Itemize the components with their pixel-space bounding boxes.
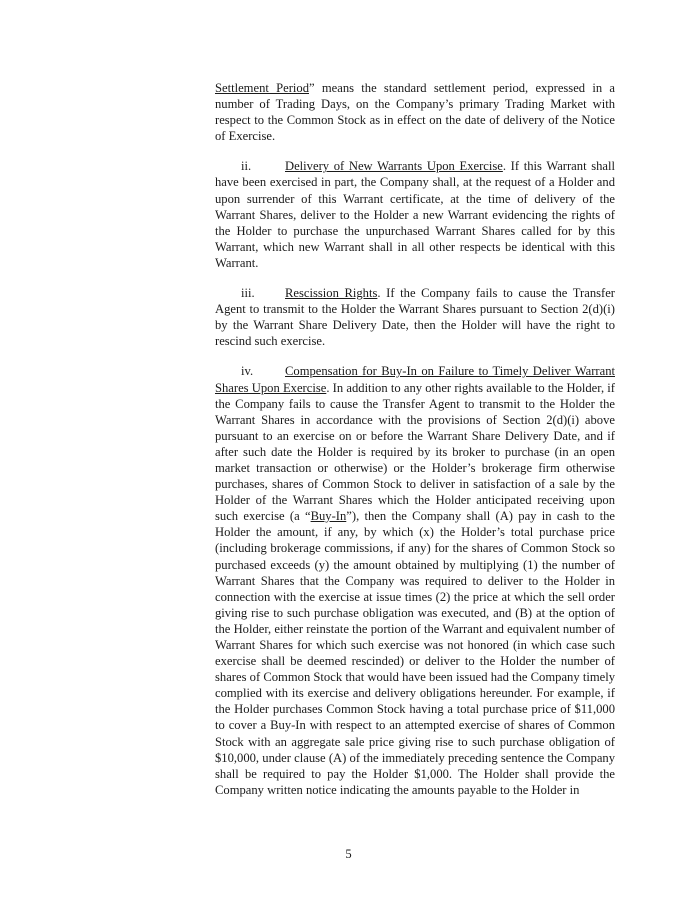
- defined-term-buy-in: Buy-In: [310, 509, 347, 524]
- section-ii-paragraph: [215, 158, 615, 271]
- section-heading: Rescission Rights: [285, 286, 378, 301]
- section-text: . If the Company fails to cause the Transfer Agent to transmit to the Holder the Warrant Shares pursuant to Section 2(d)(i) by the Warrant Share Delivery Date, then the Holder will have the right to rescind such exercise.: [215, 286, 615, 349]
- section-heading: Delivery of New Warrants Upon Exercise: [285, 159, 503, 174]
- defined-term-settlement-period: Settlement Period: [215, 81, 309, 95]
- section-number: iii.: [241, 286, 255, 301]
- section-number: iv.: [241, 364, 254, 379]
- settlement-period-text: ” means the standard settlement period, expressed in a number of Trading Days, on the Company’s primary Trading Market with respect to the Common Stock as in effect on the date of delivery of the Notice of Exercise.: [215, 81, 615, 144]
- section-text: . If this Warrant shall have been exercised in part, the Company shall, at the request of a Holder and upon surrender of this Warrant certificate, at the time of delivery of the Warrant Shares, deliver to the Holder a new Warrant evidencing the rights of the Holder to purchase the unpurchased Warrant Shares called for by this Warrant, which new Warrant shall in all other respects be identical with this Warrant.: [215, 159, 616, 270]
- document-body: [215, 80, 615, 812]
- page-number: 5: [345, 847, 352, 861]
- section-text: . In addition to any other rights available to the Holder, if the Company fails to cause the Transfer Agent to transmit to the Holder the Warrant Shares in accordance with the provisions of Section 2(d)(i) above pursuant to an exercise on or before the Warrant Share Delivery Date, and if after such date the Holder is required by its broker to purchase (in an open market transaction or otherwise) or the Holder’s brokerage firm otherwise purchases, shares of Common Stock to deliver in satisfaction of a sale by the Holder of the Warrant Shares which the Holder anticipated receiving upon such exercise (a “: [215, 380, 615, 524]
- settlement-period-paragraph: [215, 80, 615, 144]
- section-iii-paragraph: [215, 285, 615, 349]
- section-heading: Compensation for Buy-In on Failure to Timely Deliver Warrant Shares Upon Exercise: [215, 364, 615, 395]
- section-iv-paragraph: [215, 363, 615, 798]
- section-text-continued: ”), then the Company shall (A) pay in cash to the Holder the amount, if any, by which (x) the Holder’s total purchase price (including brokerage commissions, if any) for the shares of Common Stock so purchased exceeds (y) the amount obtained by multiplying (1) the number of Warrant Shares that the Company was required to deliver to the Holder in connection with the exercise at issue times (2) the price at which the sell order giving rise to such purchase obligation was executed, and (B) at the option of the Holder, either reinstate the portion of the Warrant and equivalent number of Warrant Shares for which such exercise was not honored (in which case such exercise shall be deemed rescinded) or deliver to the Holder the number of shares of Common Stock that would have been issued had the Company timely complied with its exercise and delivery obligations hereunder. For example, if the Holder purchases Common Stock having a total purchase price of $11,000 to cover a Buy-In with respect to an attempted exercise of shares of Common Stock with an aggregate sale price giving rise to such purchase obligation of $10,000, under clause (A) of the immediately preceding sentence the Company shall be required to pay the Holder $1,000. The Holder shall provide the Company written notice indicating the amounts payable to the Holder in: [215, 509, 615, 797]
- section-number: ii.: [241, 159, 252, 174]
